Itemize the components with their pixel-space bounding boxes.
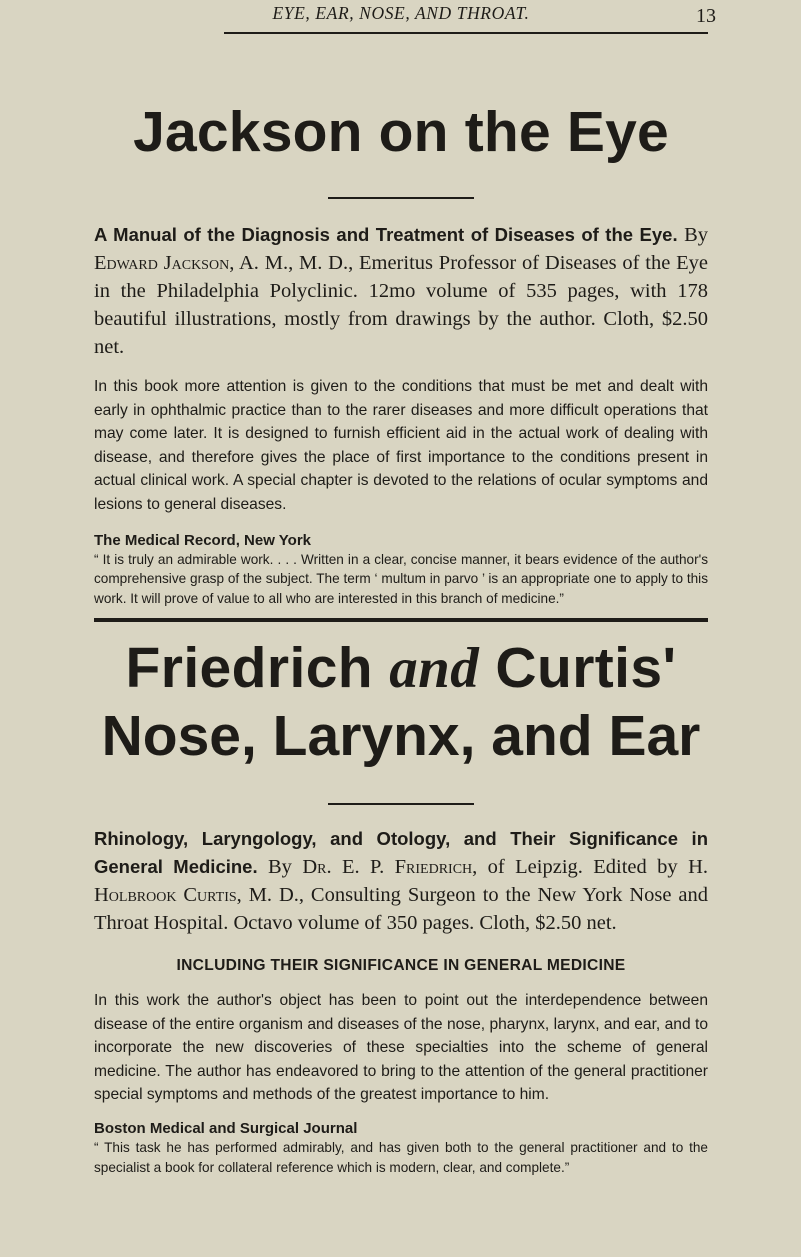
friedrich-description [94,825,708,937]
running-title: EYE, EAR, NOSE, AND THROAT. [272,3,530,23]
friedrich-body: In this work the author's object has been to point out the interdependence between disease of the entire organism and diseases of the nose, pharynx, larynx, and ear, and to incorporate the new discoveries of these specialties into the scheme of general medicine. The author has endeavored to bring to the attention of the general practitioner special symptoms and methods of the greatest importance to him. [94,992,708,1104]
friedrich-subheading: INCLUDING THEIR SIGNIFICANCE IN GENERAL MEDICINE [176,957,626,975]
friedrich-desc-mid: , of Leipzig. Edited by [472,856,678,879]
jackson-review-source: The Medical Record, New York [94,531,312,549]
jackson-desc-lead: A Manual of the Diagnosis and Treatment of Diseases of the Eye. [94,224,678,245]
friedrich-review-source: Boston Medical and Surgical Journal [94,1120,358,1138]
jackson-desc-by: By [684,224,708,246]
friedrich-author: Dr. E. P. Friedrich [302,856,473,879]
friedrich-desc-by: By [268,856,292,879]
friedrich-review-text: “ This task he has performed admirably, and has given both to the general practitioner and to the specialist a book for collateral reference which is modern, clear, and complete.” [94,1140,708,1175]
friedrich-title-a: Friedrich [125,636,374,701]
jackson-review-text: “ It is truly an admirable work. . . . Written in a clear, concise manner, it bears evidence of the author's comprehensive grasp of the subject. The term ‘ multum in parvo ’ is an appropriate one to apply to this work. It will prove of value to all who are interested in this branch of medicine.” [94,551,708,606]
title-rule [328,197,474,199]
title-rule [328,803,474,805]
jackson-description [94,221,708,361]
jackson-title: Jackson on the Eye [133,100,669,164]
section-divider [94,618,708,622]
jackson-review [94,531,708,609]
curtis-author: H. Holbrook Curtis [94,856,709,907]
jackson-entry [94,100,708,608]
jackson-author: Edward Jackson [94,252,230,274]
friedrich-title-b: Curtis' [495,636,677,701]
friedrich-review [94,1119,708,1177]
friedrich-title-conj: and [389,637,480,701]
page-number: 13 [696,5,716,27]
friedrich-desc-rest: , M. D., Consulting Surgeon to the New York Nose and Throat Hospital. Octavo volume of 350 pages. Cloth, $2.50 net. [94,884,708,935]
jackson-desc-rest: , A. M., M. D., Emeritus Professor of Diseases of the Eye in the Philadelphia Polyclinic. 12mo volume of 535 pages, with 178 beautiful illustrations, mostly from drawings by the author. Cloth, $2.50 net. [94,252,708,358]
friedrich-title-line2: Nose, Larynx, and Ear [101,704,701,769]
catalog-page [94,0,716,1177]
running-head [94,0,716,64]
friedrich-entry [94,636,709,1177]
head-rule [224,32,708,34]
jackson-body: In this book more attention is given to the conditions that must be met and dealt with early in ophthalmic practice than to the rarer diseases and more difficult operations that may come later. It is designed to furnish efficient aid in the actual work of dealing with disease, and therefore gives the place of first importance to the conditions present in actual clinical work. A special chapter is devoted to the relations of ocular symptoms and lesions to general diseases. [94,378,708,513]
friedrich-desc-lead: Rhinology, Laryngology, and Otology, and Their Significance in General Medicine. [94,828,708,878]
friedrich-title-line1 [94,636,708,701]
